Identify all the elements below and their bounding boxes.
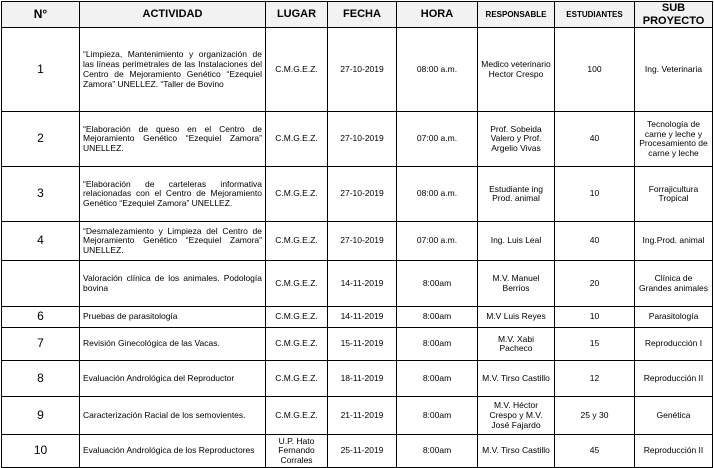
cell-lugar: C.M.G.E.Z. (266, 307, 328, 328)
cell-fecha: 15-11-2019 (328, 328, 397, 361)
cell-responsable: M.V. Tirso Castillo (478, 435, 555, 468)
cell-hora: 8:00am (397, 261, 478, 307)
cell-actividad: “Elaboración de carteleras informativa relacionadas con el Centro de Mejoramiento Genético “Ezequiel Zamora” UNELLEZ. (80, 167, 266, 222)
cell-fecha: 14-11-2019 (328, 307, 397, 328)
cell-n: 3 (2, 167, 80, 222)
cell-hora: 08:00 a.m. (397, 167, 478, 222)
table-row (2, 307, 713, 328)
cell-fecha: 27-10-2019 (328, 28, 397, 112)
header-n: N° (2, 2, 80, 28)
cell-hora: 07:00 a.m. (397, 112, 478, 167)
cell-hora: 8:00am (397, 328, 478, 361)
cell-estudiantes: 40 (555, 112, 635, 167)
cell-n: 7 (2, 328, 80, 361)
cell-actividad: Revisión Ginecológica de las Vacas. (80, 328, 266, 361)
cell-actividad: Pruebas de parasitología (80, 307, 266, 328)
cell-lugar: C.M.G.E.Z. (266, 28, 328, 112)
cell-subproyecto: Clínica de Grandes animales (635, 261, 713, 307)
cell-fecha: 14-11-2019 (328, 261, 397, 307)
cell-responsable: Ing. Luis Leal (478, 222, 555, 261)
header-responsable: RESPONSABLE (478, 2, 555, 28)
table-body (2, 28, 713, 468)
cell-responsable: M.V. Manuel Berrios (478, 261, 555, 307)
cell-estudiantes: 12 (555, 361, 635, 397)
cell-lugar: C.M.G.E.Z. (266, 361, 328, 397)
cell-fecha: 27-10-2019 (328, 222, 397, 261)
cell-subproyecto: Forrajicultura Tropical (635, 167, 713, 222)
cell-lugar: U.P. Hato Fernando Corrales (266, 435, 328, 468)
table-row (2, 435, 713, 468)
table-row (2, 361, 713, 397)
cell-hora: 8:00am (397, 361, 478, 397)
cell-responsable: M.V. Tirso Castillo (478, 361, 555, 397)
header-estudiantes: ESTUDIANTES (555, 2, 635, 28)
cell-estudiantes: 25 y 30 (555, 397, 635, 435)
cell-n: 4 (2, 222, 80, 261)
cell-lugar: C.M.G.E.Z. (266, 261, 328, 307)
cell-subproyecto: Genética (635, 397, 713, 435)
cell-estudiantes: 45 (555, 435, 635, 468)
header-row (2, 2, 713, 28)
activities-table (1, 1, 713, 468)
cell-estudiantes: 15 (555, 328, 635, 361)
cell-subproyecto: Reproducción II (635, 361, 713, 397)
cell-lugar: C.M.G.E.Z. (266, 397, 328, 435)
cell-subproyecto: Tecnología de carne y leche y Procesamiento de carne y leche (635, 112, 713, 167)
cell-estudiantes: 10 (555, 307, 635, 328)
cell-hora: 8:00am (397, 397, 478, 435)
cell-hora: 8:00am (397, 435, 478, 468)
cell-fecha: 21-11-2019 (328, 397, 397, 435)
cell-actividad: Evaluación Andrológica de los Reproductores (80, 435, 266, 468)
table-row (2, 112, 713, 167)
cell-hora: 07:00 a.m. (397, 222, 478, 261)
cell-n: 9 (2, 397, 80, 435)
header-hora: HORA (397, 2, 478, 28)
cell-subproyecto: Reproducción II (635, 435, 713, 468)
cell-estudiantes: 10 (555, 167, 635, 222)
cell-n: 10 (2, 435, 80, 468)
cell-lugar: C.M.G.E.Z. (266, 112, 328, 167)
cell-fecha: 27-10-2019 (328, 112, 397, 167)
cell-estudiantes: 40 (555, 222, 635, 261)
cell-fecha: 25-11-2019 (328, 435, 397, 468)
cell-n: 1 (2, 28, 80, 112)
table-row (2, 397, 713, 435)
table-row (2, 222, 713, 261)
cell-lugar: C.M.G.E.Z. (266, 222, 328, 261)
cell-estudiantes: 20 (555, 261, 635, 307)
header-fecha: FECHA (328, 2, 397, 28)
cell-n: 8 (2, 361, 80, 397)
cell-lugar: C.M.G.E.Z. (266, 167, 328, 222)
table-header (2, 2, 713, 28)
table-row (2, 328, 713, 361)
cell-responsable: M.V. Xabi Pacheco (478, 328, 555, 361)
table-row (2, 261, 713, 307)
table-row (2, 167, 713, 222)
cell-hora: 08:00 a.m. (397, 28, 478, 112)
cell-subproyecto: Reproducción I (635, 328, 713, 361)
cell-actividad: Caracterización Racial de los semovientes. (80, 397, 266, 435)
cell-fecha: 18-11-2019 (328, 361, 397, 397)
cell-lugar: C.M.G.E.Z. (266, 328, 328, 361)
cell-responsable: Medico veterinario Hector Crespo (478, 28, 555, 112)
cell-fecha: 27-10-2019 (328, 167, 397, 222)
cell-subproyecto: Ing.Prod. animal (635, 222, 713, 261)
cell-actividad: Evaluación Andrológica del Reproductor (80, 361, 266, 397)
table-row (2, 28, 713, 112)
cell-subproyecto: Ing. Veterinaria (635, 28, 713, 112)
cell-responsable: M.V Luis Reyes (478, 307, 555, 328)
cell-n: 6 (2, 307, 80, 328)
cell-actividad: “Limpieza, Mantenimiento y organización de las líneas perimetrales de las Instalaciones del Centro de Mejoramiento Genético “Ezequiel Zamora” UNELLEZ. “Taller de Bovino (80, 28, 266, 112)
header-subproyecto: SUB PROYECTO (635, 2, 713, 28)
cell-actividad: Valoración clínica de los animales. Podología bovina (80, 261, 266, 307)
cell-actividad: “Elaboración de queso en el Centro de Mejoramiento Genético “Ezequiel Zamora” UNELLEZ. (80, 112, 266, 167)
cell-subproyecto: Parasitología (635, 307, 713, 328)
cell-hora: 8:00am (397, 307, 478, 328)
cell-responsable: Estudiante ing Prod. animal (478, 167, 555, 222)
cell-n (2, 261, 80, 307)
cell-actividad: “Desmalezamiento y Limpieza del Centro de Mejoramiento Genético “Ezequiel Zamora” UNELLEZ. (80, 222, 266, 261)
cell-responsable: Prof. Sobeida Valero y Prof. Argelio Vivas (478, 112, 555, 167)
cell-n: 2 (2, 112, 80, 167)
header-actividad: ACTIVIDAD (80, 2, 266, 28)
cell-estudiantes: 100 (555, 28, 635, 112)
header-lugar: LUGAR (266, 2, 328, 28)
cell-responsable: M.V. Héctor Crespo y M.V. José Fajardo (478, 397, 555, 435)
